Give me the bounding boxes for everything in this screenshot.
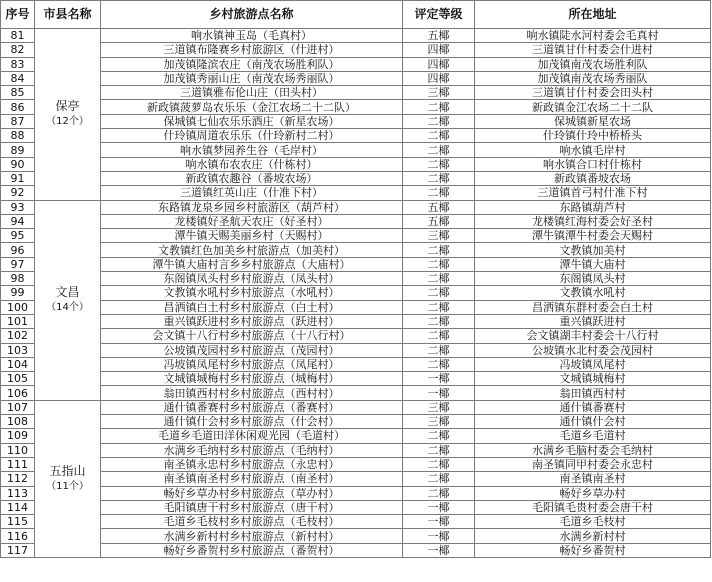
rating-level: 二椰 xyxy=(403,300,475,314)
spot-address: 南圣镇南圣村 xyxy=(475,472,711,486)
county-cell xyxy=(35,200,101,400)
table-row xyxy=(1,186,711,200)
rating-level: 二椰 xyxy=(403,114,475,128)
table-row xyxy=(1,29,711,43)
rating-level: 二椰 xyxy=(403,243,475,257)
spot-name: 会文镇十八行村乡村旅游点（十八行村） xyxy=(101,329,403,343)
county-cell xyxy=(35,400,101,557)
spot-address: 水满乡新村村 xyxy=(475,529,711,543)
spot-name: 响水镇神玉岛（毛真村） xyxy=(101,29,403,43)
county-name: 保亭 xyxy=(55,99,80,114)
spot-name: 水满乡毛纳村乡村旅游点（毛纳村） xyxy=(101,443,403,457)
row-number: 86 xyxy=(1,100,35,114)
row-number: 89 xyxy=(1,143,35,157)
row-number: 108 xyxy=(1,415,35,429)
rating-level: 二椰 xyxy=(403,357,475,371)
spot-name: 加茂镇秀丽山庄（南茂农场秀丽队） xyxy=(101,71,403,85)
rating-level: 一椰 xyxy=(403,543,475,557)
row-number: 95 xyxy=(1,229,35,243)
spot-name: 冯坡镇凤尾村乡村旅游点（凤尾村） xyxy=(101,357,403,371)
table-row xyxy=(1,357,711,371)
rating-level: 二椰 xyxy=(403,129,475,143)
table-row xyxy=(1,257,711,271)
table-row xyxy=(1,529,711,543)
rating-level: 四椰 xyxy=(403,43,475,57)
table-row xyxy=(1,71,711,85)
table-row xyxy=(1,472,711,486)
table-row xyxy=(1,157,711,171)
rating-level: 五椰 xyxy=(403,200,475,214)
spot-address: 文教镇加美村 xyxy=(475,243,711,257)
spot-name: 公坡镇茂园村乡村旅游点（茂园村） xyxy=(101,343,403,357)
rating-level: 二椰 xyxy=(403,272,475,286)
row-number: 98 xyxy=(1,272,35,286)
rating-level: 二椰 xyxy=(403,343,475,357)
row-number: 105 xyxy=(1,372,35,386)
table-row xyxy=(1,229,711,243)
spot-name: 毛道乡毛枝村乡村旅游点（毛枝村） xyxy=(101,515,403,529)
spot-address: 龙楼镇红海村委会好圣村 xyxy=(475,214,711,228)
spot-address: 南圣镇同甲村委会永忠村 xyxy=(475,457,711,471)
rating-level: 二椰 xyxy=(403,286,475,300)
spot-address: 冯坡镇凤尾村 xyxy=(475,357,711,371)
spot-address: 重兴镇跃进村 xyxy=(475,314,711,328)
spot-address: 毛阳镇毛贵村委会唐干村 xyxy=(475,500,711,514)
row-number: 90 xyxy=(1,157,35,171)
table-row xyxy=(1,43,711,57)
rating-level: 四椰 xyxy=(403,57,475,71)
rating-level: 三椰 xyxy=(403,229,475,243)
rating-level: 一椰 xyxy=(403,386,475,400)
spot-name: 三道镇布隆赛乡村旅游区（什进村） xyxy=(101,43,403,57)
spot-name: 翁田镇西村村乡村旅游点（西村村） xyxy=(101,386,403,400)
spot-name: 东路镇龙泉乡园乡村旅游区（葫芦村） xyxy=(101,200,403,214)
header-row xyxy=(1,1,711,29)
spot-address: 畅好乡草办村 xyxy=(475,486,711,500)
spot-name: 南圣镇永忠村乡村旅游点（永忠村） xyxy=(101,457,403,471)
row-number: 94 xyxy=(1,214,35,228)
row-number: 112 xyxy=(1,472,35,486)
county-spot-count: （14个） xyxy=(46,302,89,314)
spot-name: 潭牛镇大庙村言乡乡村旅游点（大庙村） xyxy=(101,257,403,271)
spot-address: 三道镇甘什村委会什进村 xyxy=(475,43,711,57)
spot-address: 响水镇合口村什栋村 xyxy=(475,157,711,171)
spot-address: 什玲镇什玲中桥桥头 xyxy=(475,129,711,143)
row-number: 88 xyxy=(1,129,35,143)
table-row xyxy=(1,143,711,157)
rating-level: 四椰 xyxy=(403,71,475,85)
rating-level: 二椰 xyxy=(403,443,475,457)
rating-level: 五椰 xyxy=(403,214,475,228)
row-number: 83 xyxy=(1,57,35,71)
row-number: 116 xyxy=(1,529,35,543)
row-number: 91 xyxy=(1,171,35,185)
table-row xyxy=(1,386,711,400)
rating-level: 一椰 xyxy=(403,529,475,543)
spot-name: 文教镇红色加美乡村旅游点（加美村） xyxy=(101,243,403,257)
spot-name: 新政镇农趣谷（番坡农场） xyxy=(101,171,403,185)
rating-level: 一椰 xyxy=(403,515,475,529)
rating-level: 一椰 xyxy=(403,500,475,514)
spot-name: 重兴镇跃进村乡村旅游点（跃进村） xyxy=(101,314,403,328)
county-spot-count: （12个） xyxy=(46,116,89,128)
row-number: 81 xyxy=(1,29,35,43)
spot-name: 加茂镇隆滨农庄（南茂农场胜利队） xyxy=(101,57,403,71)
spot-name: 水满乡新村村乡村旅游点（新村村） xyxy=(101,529,403,543)
header-address: 所在地址 xyxy=(475,1,711,29)
spot-name: 响水镇梦园养生谷（毛岸村） xyxy=(101,143,403,157)
rating-level: 二椰 xyxy=(403,486,475,500)
spot-address: 昌洒镇东群村委会白土村 xyxy=(475,300,711,314)
row-number: 107 xyxy=(1,400,35,414)
spot-name: 什玲镇周道农乐乐（什玲新村二村） xyxy=(101,129,403,143)
table-row xyxy=(1,343,711,357)
rating-level: 二椰 xyxy=(403,314,475,328)
spot-name: 毛道乡毛道田洋休闲观光园（毛道村） xyxy=(101,429,403,443)
rating-level: 三椰 xyxy=(403,400,475,414)
row-number: 103 xyxy=(1,343,35,357)
spot-name: 三道镇雅布伦山庄（田头村） xyxy=(101,86,403,100)
table-row xyxy=(1,200,711,214)
spot-name: 三道镇红英山庄（什准下村） xyxy=(101,186,403,200)
table-row xyxy=(1,329,711,343)
spot-address: 畅好乡番贺村 xyxy=(475,543,711,557)
spot-address: 翁田镇西村村 xyxy=(475,386,711,400)
row-number: 102 xyxy=(1,329,35,343)
row-number: 100 xyxy=(1,300,35,314)
rating-level: 一椰 xyxy=(403,372,475,386)
rating-level: 二椰 xyxy=(403,429,475,443)
rating-level: 五椰 xyxy=(403,29,475,43)
spot-address: 潭牛镇潭牛村委会天赐村 xyxy=(475,229,711,243)
spot-name: 文城镇城梅村乡村旅游点（城梅村） xyxy=(101,372,403,386)
row-number: 92 xyxy=(1,186,35,200)
table-row xyxy=(1,500,711,514)
spot-address: 文教镇水吼村 xyxy=(475,286,711,300)
row-number: 99 xyxy=(1,286,35,300)
spot-address: 三道镇首弓村什准下村 xyxy=(475,186,711,200)
row-number: 109 xyxy=(1,429,35,443)
table-row xyxy=(1,429,711,443)
row-number: 85 xyxy=(1,86,35,100)
county-name: 文昌 xyxy=(55,285,80,300)
row-number: 104 xyxy=(1,357,35,371)
spot-name: 潭牛镇天赐美丽乡村（天赐村） xyxy=(101,229,403,243)
spot-address: 响水镇毛岸村 xyxy=(475,143,711,157)
rating-level: 二椰 xyxy=(403,157,475,171)
row-number: 84 xyxy=(1,71,35,85)
spot-address: 东路镇葫芦村 xyxy=(475,200,711,214)
spot-name: 毛阳镇唐干村乡村旅游点（唐干村） xyxy=(101,500,403,514)
header-county: 市县名称 xyxy=(35,1,101,29)
county-spot-count: （11个） xyxy=(46,480,89,492)
county-cell xyxy=(35,29,101,201)
spot-address: 新政镇金江农场二十二队 xyxy=(475,100,711,114)
spot-name: 文教镇水吼村乡村旅游点（水吼村） xyxy=(101,286,403,300)
table-row xyxy=(1,314,711,328)
table-row xyxy=(1,443,711,457)
table-row xyxy=(1,86,711,100)
spot-address: 通什镇什会村 xyxy=(475,415,711,429)
rating-level: 二椰 xyxy=(403,171,475,185)
spot-address: 毛道乡毛枝村 xyxy=(475,515,711,529)
row-number: 113 xyxy=(1,486,35,500)
row-number: 111 xyxy=(1,457,35,471)
row-number: 97 xyxy=(1,257,35,271)
table-row xyxy=(1,171,711,185)
spot-address: 毛道乡毛道村 xyxy=(475,429,711,443)
spot-address: 水满乡毛脑村委会毛纳村 xyxy=(475,443,711,457)
spot-address: 加茂镇南茂农场秀丽队 xyxy=(475,71,711,85)
rating-level: 二椰 xyxy=(403,143,475,157)
spot-name: 昌洒镇白土村乡村旅游点（白土村） xyxy=(101,300,403,314)
spot-address: 公坡镇水北村委会茂园村 xyxy=(475,343,711,357)
table-row xyxy=(1,214,711,228)
spot-name: 响水镇布农农庄（什栋村） xyxy=(101,157,403,171)
header-level: 评定等级 xyxy=(403,1,475,29)
spot-address: 东阁镇凤头村 xyxy=(475,272,711,286)
table-row xyxy=(1,114,711,128)
header-no: 序号 xyxy=(1,1,35,29)
spot-name: 南圣镇南圣村乡村旅游点（南圣村） xyxy=(101,472,403,486)
row-number: 101 xyxy=(1,314,35,328)
spot-name: 保城镇七仙农乐乐酒庄（新星农场） xyxy=(101,114,403,128)
spot-address: 会文镇湖丰村委会十八行村 xyxy=(475,329,711,343)
spot-name: 龙楼镇好圣航天农庄（好圣村） xyxy=(101,214,403,228)
table-row xyxy=(1,286,711,300)
row-number: 87 xyxy=(1,114,35,128)
rating-level: 二椰 xyxy=(403,472,475,486)
table-row xyxy=(1,372,711,386)
row-number: 115 xyxy=(1,515,35,529)
rating-level: 二椰 xyxy=(403,257,475,271)
spot-name: 东阁镇凤头村乡村旅游点（凤头村） xyxy=(101,272,403,286)
rating-level: 三椰 xyxy=(403,86,475,100)
row-number: 110 xyxy=(1,443,35,457)
spot-address: 潭牛镇大庙村 xyxy=(475,257,711,271)
rating-level: 二椰 xyxy=(403,329,475,343)
table-row xyxy=(1,57,711,71)
row-number: 96 xyxy=(1,243,35,257)
rating-level: 三椰 xyxy=(403,415,475,429)
table-row xyxy=(1,300,711,314)
header-name: 乡村旅游点名称 xyxy=(101,1,403,29)
spot-address: 加茂镇南茂农场胜利队 xyxy=(475,57,711,71)
table-body xyxy=(1,29,711,558)
rating-level: 二椰 xyxy=(403,186,475,200)
spot-address: 保城镇新星农场 xyxy=(475,114,711,128)
row-number: 114 xyxy=(1,500,35,514)
table-row xyxy=(1,100,711,114)
table-row xyxy=(1,486,711,500)
table-row xyxy=(1,272,711,286)
table-row xyxy=(1,243,711,257)
table-row xyxy=(1,129,711,143)
row-number: 106 xyxy=(1,386,35,400)
row-number: 82 xyxy=(1,43,35,57)
spot-address: 新政镇番坡农场 xyxy=(475,171,711,185)
spot-address: 通什镇番赛村 xyxy=(475,400,711,414)
table-row xyxy=(1,457,711,471)
spot-address: 响水镇陡水河村委会毛真村 xyxy=(475,29,711,43)
spot-name: 畅好乡番贺村乡村旅游点（番贺村） xyxy=(101,543,403,557)
spot-name: 通什镇什会村乡村旅游点（什会村） xyxy=(101,415,403,429)
rating-level: 二椰 xyxy=(403,100,475,114)
row-number: 117 xyxy=(1,543,35,557)
spot-address: 三道镇甘什村委会田头村 xyxy=(475,86,711,100)
table-row xyxy=(1,415,711,429)
county-name: 五指山 xyxy=(49,463,86,478)
spot-name: 新政镇菠萝岛农乐乐（金江农场二十二队） xyxy=(101,100,403,114)
table-row xyxy=(1,543,711,557)
spot-name: 畅好乡草办村乡村旅游点（草办村） xyxy=(101,486,403,500)
spot-address: 文城镇城梅村 xyxy=(475,372,711,386)
spot-name: 通什镇番赛村乡村旅游点（番赛村） xyxy=(101,400,403,414)
rating-level: 二椰 xyxy=(403,457,475,471)
table-row xyxy=(1,400,711,414)
row-number: 93 xyxy=(1,200,35,214)
table-row xyxy=(1,515,711,529)
